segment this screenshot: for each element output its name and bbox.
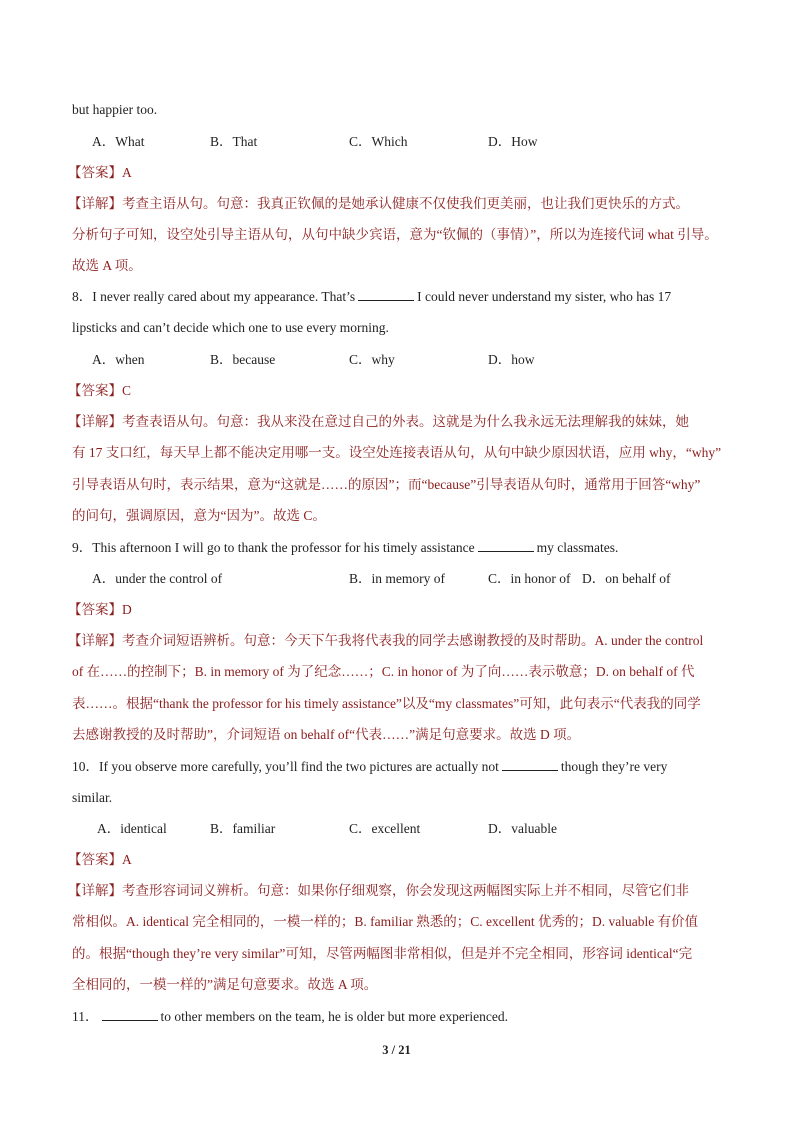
q7-option-b[interactable]: B．That (210, 134, 258, 149)
q10-blank (502, 758, 558, 771)
q9-blank (478, 539, 534, 552)
page-number: 3 / 21 (382, 1043, 411, 1057)
q7-option-c[interactable]: C．Which (349, 134, 408, 149)
q9-option-d[interactable]: D．on behalf of (582, 571, 671, 586)
q8-detail-line: 引导表语从句时，表示结果，意为“这就是……的原因”；而“because”引导表语从句时，通常用于回答“why” (72, 477, 701, 492)
q10-detail-line: 【详解】考查形容词词义辨析。句意：如果你仔细观察，你会发现这两幅图实际上并不相同，尽管它们非 (68, 883, 689, 898)
q7-option-a[interactable]: A．What (92, 134, 145, 149)
q10-option-d[interactable]: D．valuable (488, 821, 557, 836)
q9-detail-line: 去感谢教授的及时帮助”，介词短语 on behalf of“代表……”满足句意要求。故选 D 项。 (72, 727, 581, 742)
q10-stem-text: 10．If you observe more carefully, you’ll find the two pictures are actually not (72, 759, 499, 774)
q9-detail-line: 【详解】考查介词短语辨析。句意：今天下午我将代表我的同学去感谢教授的及时帮助。A. under the control (68, 633, 704, 648)
q8-stem-line2: lipsticks and can’t decide which one to use every morning. (72, 320, 389, 335)
q10-option-a[interactable]: A．identical (97, 821, 167, 836)
q11-blank (102, 1008, 158, 1021)
q7-detail-line: 故选 A 项。 (72, 258, 142, 273)
q9-option-b[interactable]: B．in memory of (349, 571, 445, 586)
q7-option-d[interactable]: D．How (488, 134, 538, 149)
q8-option-d[interactable]: D．how (488, 352, 535, 367)
q8-detail-line: 的问句，强调原因，意为“因为”。故选 C。 (72, 508, 326, 523)
q8-detail-line: 【详解】考查表语从句。句意：我从来没在意过自己的外表。这就是为什么我永远无法理解我的妹妹，她 (68, 414, 689, 429)
q7-answer: 【答案】A (68, 165, 132, 180)
q9-option-a[interactable]: A．under the control of (92, 571, 223, 586)
q10-stem-line2: similar. (72, 790, 113, 805)
q10-stem (72, 758, 667, 776)
q10-option-c[interactable]: C．excellent (349, 821, 421, 836)
q9-detail-line: 表……。根据“thank the professor for his timely assistance”以及“my classmates”可知，此句表示“代表我的同学 (72, 696, 701, 711)
q9-answer: 【答案】D (68, 602, 132, 617)
q10-stem-text: though they’re very (560, 759, 668, 774)
q9-stem (72, 539, 618, 557)
q8-blank (358, 288, 414, 301)
q8-stem-text: 8．I never really cared about my appearance. That’s (72, 289, 356, 304)
q10-detail-line: 全相同的，一模一样的”满足句意要求。故选 A 项。 (72, 977, 378, 992)
q10-option-b[interactable]: B．familiar (210, 821, 276, 836)
q8-option-c[interactable]: C．why (349, 352, 395, 367)
q11-stem-text: to other members on the team, he is older but more experienced. (160, 1009, 509, 1024)
q8-option-b[interactable]: B．because (210, 352, 276, 367)
q7-detail-line: 分析句子可知，设空处引导主语从句，从句中缺少宾语，意为“钦佩的（事情）”，所以为连接代词 what 引导。 (72, 227, 718, 242)
q11-stem-text: 11． (72, 1009, 99, 1024)
q7-stem-tail: but happier too. (72, 102, 158, 117)
q8-detail-line: 有 17 支口红，每天早上都不能决定用哪一支。设空处连接表语从句，从句中缺少原因状语，应用 why，“why” (72, 445, 722, 460)
q9-option-c[interactable]: C．in honor of (488, 571, 571, 586)
q9-stem-text: 9．This afternoon I will go to thank the professor for his timely assistance (72, 540, 475, 555)
q8-option-a[interactable]: A．when (92, 352, 145, 367)
q7-detail-line: 【详解】考查主语从句。句意：我真正钦佩的是她承认健康不仅使我们更美丽，也让我们更快乐的方式。 (68, 196, 689, 211)
q8-stem-text: I could never understand my sister, who has 17 (417, 289, 672, 304)
q8-stem (72, 288, 671, 306)
q8-answer: 【答案】C (68, 383, 132, 398)
q10-detail-line: 的。根据“though they’re very similar”可知，尽管两幅图非常相似，但是并不完全相同，形容词 identical“完 (72, 946, 693, 961)
q10-detail-line: 常相似。A. identical 完全相同的，一模一样的；B. familiar 熟悉的；C. excellent 优秀的；D. valuable 有价值 (72, 914, 699, 929)
q9-detail-line: of 在……的控制下；B. in memory of 为了纪念……；C. in honor of 为了向……表示敬意；D. on behalf of 代 (72, 664, 695, 679)
q11-stem (72, 1008, 508, 1026)
q9-stem-text: my classmates. (536, 540, 619, 555)
q10-answer: 【答案】A (68, 852, 132, 867)
